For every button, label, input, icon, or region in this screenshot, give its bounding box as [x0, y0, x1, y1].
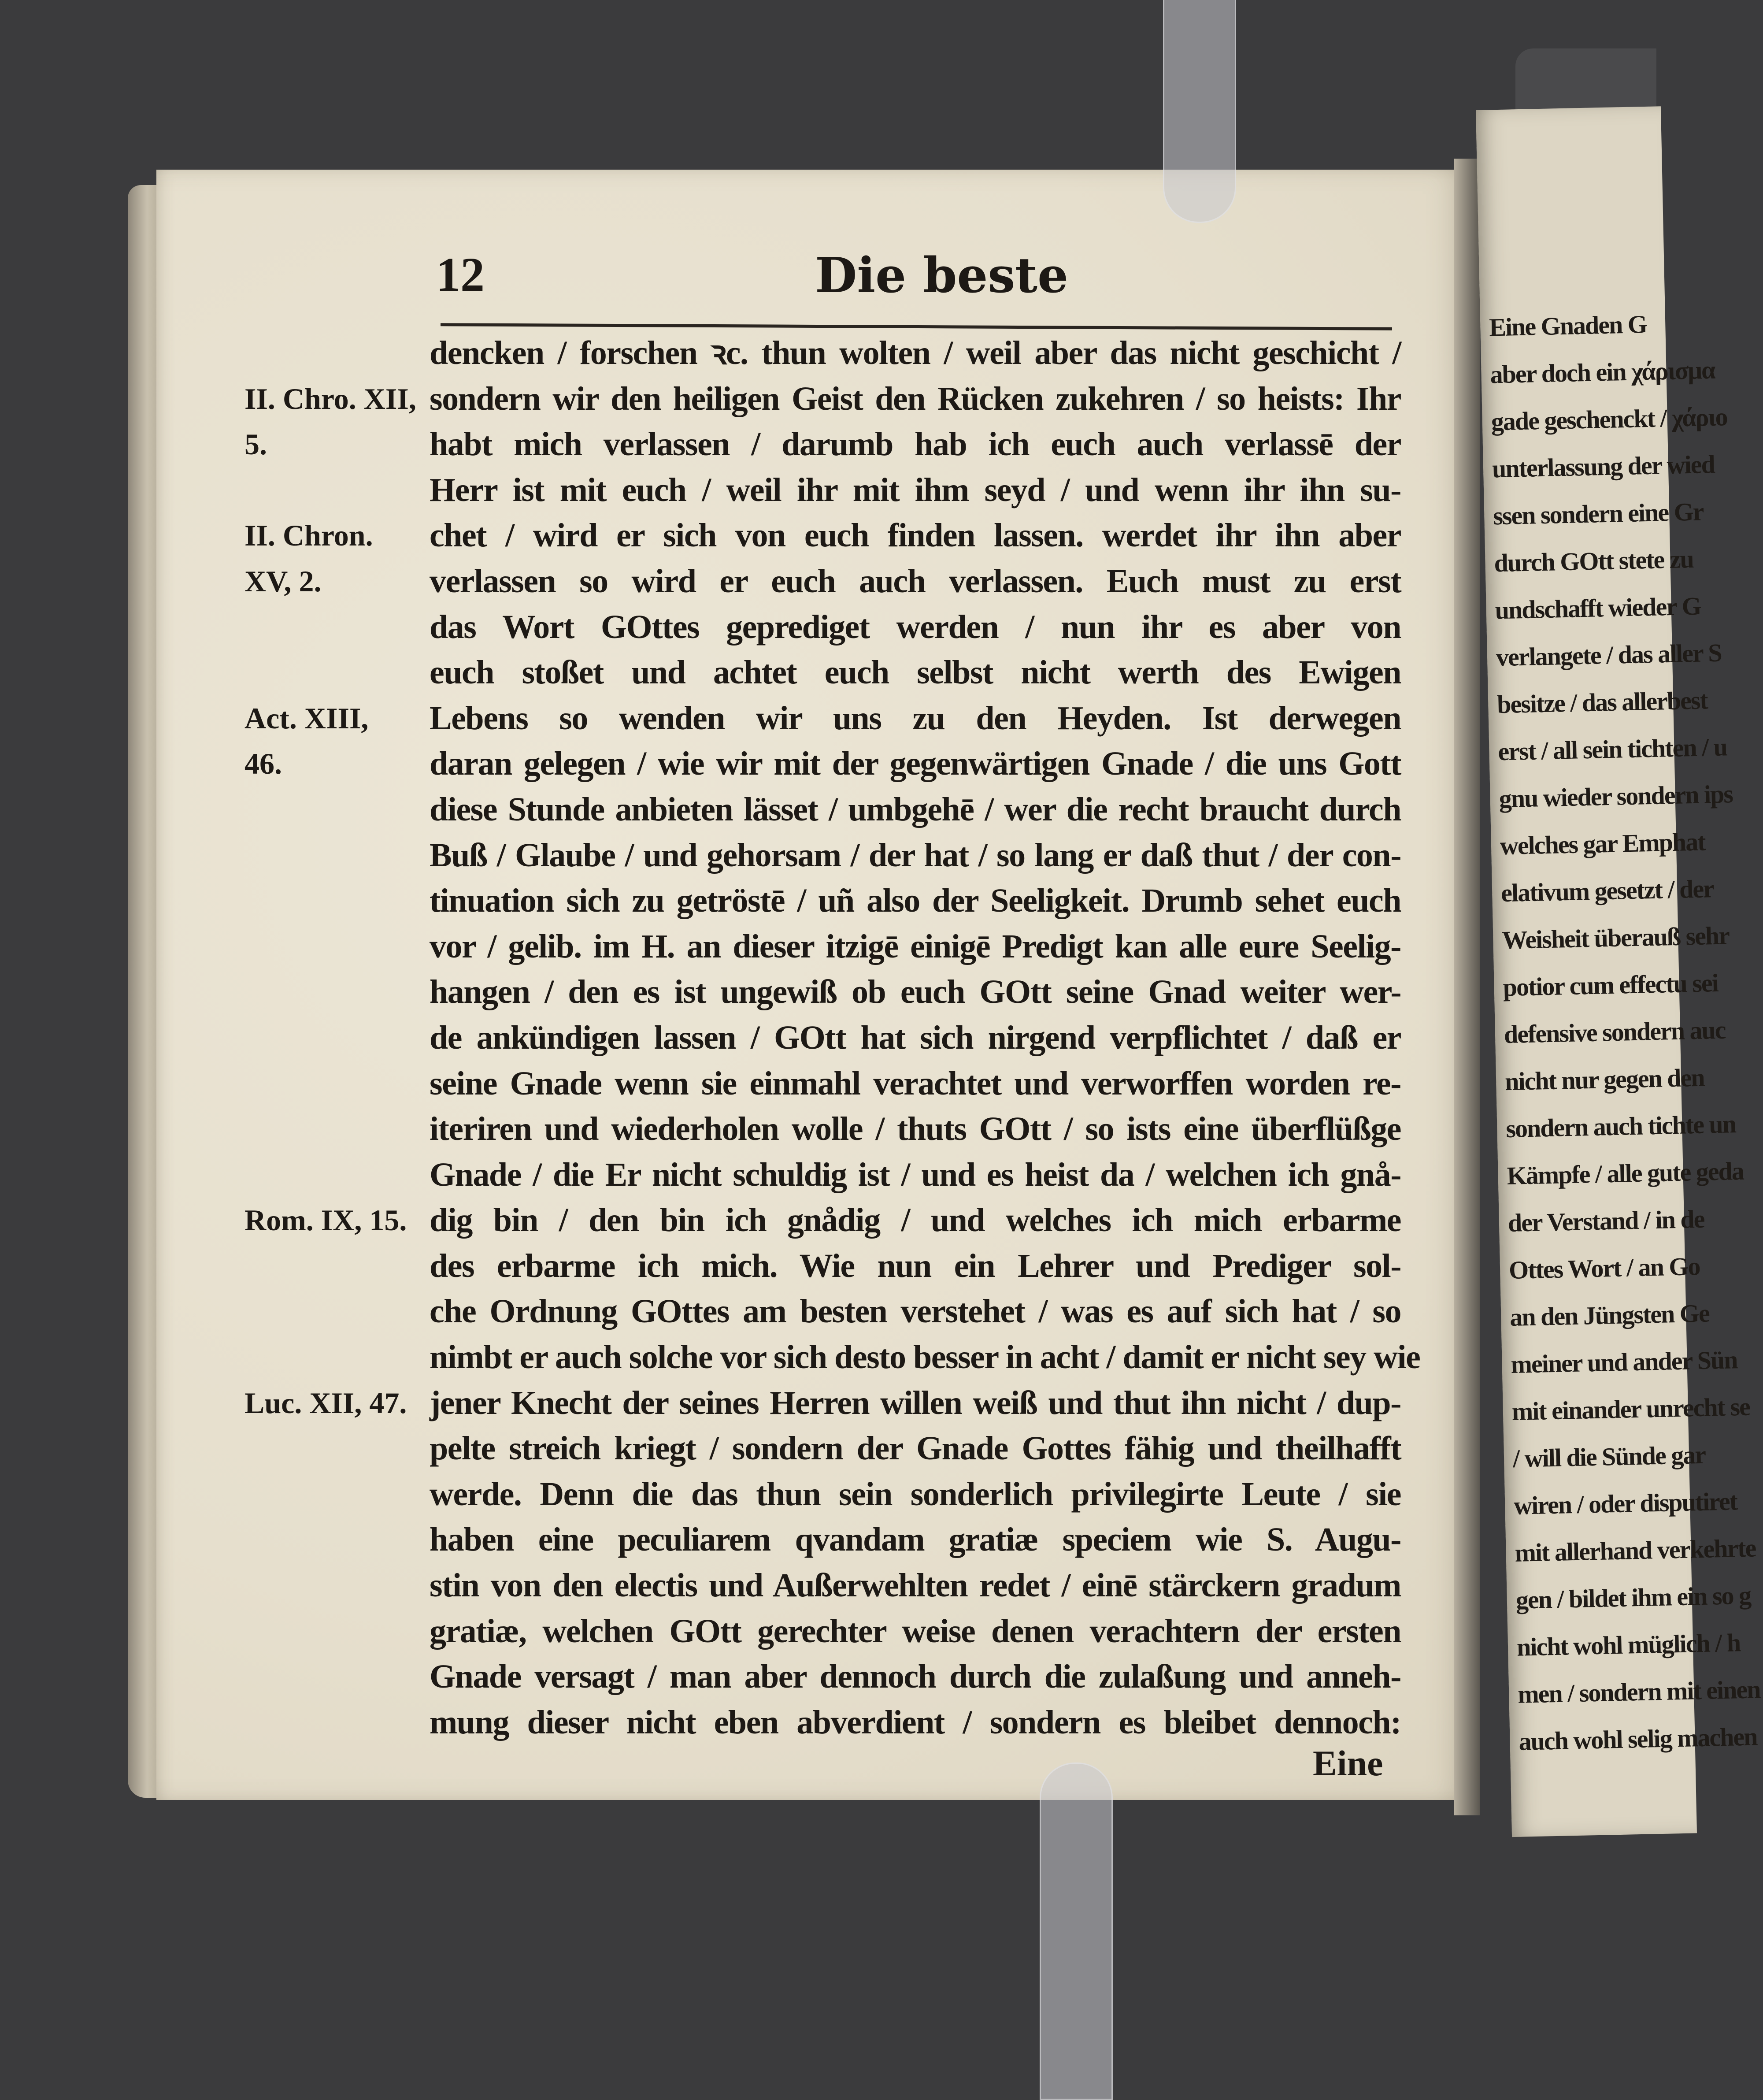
- right-page-line: Ottes Wort / an Go: [1508, 1251, 1700, 1284]
- text-line: werde. Denn die das thun sein sonderlich privilegirte Leute / sie: [430, 1475, 1401, 1513]
- text-line: Lebens so wenden wir uns zu den Heyden. Ist derwegen: [430, 699, 1401, 737]
- right-page-line: mit allerhand verkehrte: [1514, 1533, 1756, 1567]
- text-line: de ankündigen lassen / GOtt hat sich nirgend verpflichtet / daß er: [430, 1019, 1401, 1056]
- right-page-line: meiner und ander Sün: [1510, 1345, 1738, 1379]
- book-gutter: [1454, 159, 1480, 1815]
- margin-note-reference: II. Chro. XII,: [244, 382, 416, 416]
- margin-note-reference: II. Chron.: [244, 519, 373, 553]
- text-line: hangen / den es ist ungewiß ob euch GOtt seine Gnad weiter wer-: [430, 973, 1401, 1011]
- text-line: tinuation sich zu getröstē / uñ also der Seeligkeit. Drumb sehet euch: [430, 882, 1401, 920]
- right-page-line: verlangete / das aller S: [1496, 638, 1722, 672]
- right-page-line: erst / all sein tichten / u: [1497, 732, 1727, 766]
- text-line: dig bin / den bin ich gnådig / und welches ich mich erbarme: [430, 1202, 1401, 1239]
- right-page-line: unterlassung der wied: [1492, 449, 1715, 483]
- right-page: [1476, 106, 1760, 1837]
- right-page-line: gen / bildet ihm ein so g: [1515, 1581, 1751, 1614]
- page-holder-clip-bottom: [1040, 1762, 1113, 2100]
- text-line: sondern wir den heiligen Geist den Rücken zukehren / so heists: Ihr: [430, 380, 1401, 417]
- right-page-line: welches gar Emphat: [1500, 827, 1706, 861]
- text-line: seine Gnade wenn sie einmahl verachtet und verworffen worden re-: [430, 1065, 1401, 1102]
- right-page-line: aber doch ein χάρισμα: [1489, 355, 1715, 389]
- page-number: 12: [436, 248, 485, 301]
- right-page-line: / will die Sünde gar: [1512, 1440, 1706, 1473]
- right-page-line: ssen sondern eine Gr: [1493, 497, 1704, 531]
- text-line: che Ordnung GOttes am besten verstehet / was es auf sich hat / so: [430, 1293, 1401, 1330]
- margin-note-reference: Act. XIII,: [244, 701, 369, 735]
- text-line: jener Knecht der seines Herren willen weiß und thut ihn nicht / dup-: [430, 1384, 1401, 1421]
- text-line: dencken / forschen ꝛc. thun wolten / weil aber das nicht geschicht /: [430, 334, 1401, 371]
- text-line: das Wort GOttes geprediget werden / nun ihr es aber von: [430, 608, 1401, 646]
- margin-note-reference: Rom. IX, 15.: [244, 1203, 407, 1237]
- text-line: nimbt er auch solche vor sich desto besser in acht / damit er nicht sey wie: [430, 1339, 1420, 1376]
- margin-note-reference: 5.: [244, 427, 267, 461]
- right-page-line: nicht nur gegen den: [1504, 1063, 1705, 1096]
- right-page-line: men / sondern mit einen: [1517, 1675, 1760, 1709]
- text-line: diese Stunde anbieten lässet / umbgehē / wer die recht braucht durch: [430, 790, 1401, 828]
- right-page-line: Kämpfe / alle gute geda: [1506, 1156, 1744, 1191]
- right-page-line: auch wohl selig machen: [1518, 1722, 1757, 1756]
- text-line: chet / wird er sich von euch finden lassen. werdet ihr ihn aber: [430, 517, 1401, 554]
- text-line: pelte streich kriegt / sondern der Gnade Gottes fähig und theilhafft: [430, 1430, 1401, 1467]
- text-line: euch stoßet und achtet euch selbst nicht werth des Ewigen: [430, 654, 1401, 691]
- right-page-line: an den Jüngsten Ge: [1509, 1299, 1710, 1332]
- right-page-line: Eine Gnaden G: [1489, 309, 1647, 342]
- right-page-line: gade geschenckt / χάριο: [1491, 402, 1728, 436]
- right-page-line: durch GOtt stete zu: [1493, 544, 1694, 578]
- right-page-line: defensive sondern auc: [1504, 1015, 1726, 1049]
- text-line: stin von den electis und Außerwehlten redet / einē stärckern gradum: [430, 1567, 1401, 1604]
- text-line: des erbarme ich mich. Wie nun ein Lehrer und Prediger sol-: [430, 1247, 1401, 1284]
- right-page-line: der Verstand / in de: [1507, 1204, 1705, 1238]
- right-page-line: undschafft wieder G: [1495, 591, 1701, 625]
- margin-note-reference: 46.: [244, 747, 282, 781]
- text-line: Buß / Glaube / und gehorsam / der hat / so lang er daß thut / der con-: [430, 836, 1401, 874]
- right-page-line: nicht wohl müglich / h: [1516, 1628, 1741, 1662]
- right-page-line: mit einander unrecht se: [1511, 1392, 1750, 1426]
- text-line: haben eine peculiarem qvandam gratiæ speciem wie S. Augu-: [430, 1521, 1401, 1558]
- right-page-line: gnu wieder sondern ips: [1499, 779, 1733, 813]
- right-page-line: potior cum effectu sei: [1503, 968, 1719, 1002]
- right-page-text: [1489, 300, 1760, 1765]
- right-page-line: sondern auch tichte un: [1505, 1109, 1736, 1143]
- text-line: mung dieser nicht eben abverdient / sondern es bleibet dennoch:: [430, 1703, 1401, 1741]
- right-page-line: wiren / oder disputiret: [1513, 1487, 1737, 1520]
- text-line: iteriren und wiederholen wolle / thuts GOtt / so ists eine überflüßge: [430, 1110, 1401, 1148]
- margin-note-reference: XV, 2.: [244, 564, 322, 598]
- text-line: gratiæ, welchen GOtt gerechter weise denen verachtern der ersten: [430, 1612, 1401, 1650]
- body-text: [430, 330, 1420, 1745]
- catchword: Eine: [1313, 1743, 1383, 1783]
- text-line: vor / gelib. im H. an dieser itzigē einigē Predigt kan alle eure Seelig-: [430, 928, 1401, 965]
- right-page-line: Weisheit überauß sehr: [1501, 921, 1730, 955]
- text-line: Herr ist mit euch / weil ihr mit ihm seyd / und wenn ihr ihn su-: [430, 471, 1401, 508]
- text-line: Gnade versagt / man aber dennoch durch die zulaßung und anneh-: [430, 1658, 1401, 1696]
- right-page-line: elativum gesetzt / der: [1500, 874, 1714, 908]
- text-line: Gnade / die Er nicht schuldig ist / und es heist da / welchen ich gnå-: [430, 1156, 1401, 1193]
- text-line: verlassen so wird er euch auch verlassen. Euch must zu erst: [430, 562, 1401, 600]
- margin-note-reference: Luc. XII, 47.: [244, 1386, 407, 1420]
- text-line: habt mich verlassen / darumb hab ich euch auch verlassē der: [430, 426, 1401, 463]
- running-head: Die beste: [815, 247, 1069, 304]
- page-holder-clip-top: [1163, 0, 1236, 223]
- text-line: daran gelegen / wie wir mit der gegenwärtigen Gnade / die uns Gott: [430, 745, 1401, 783]
- right-page-line: besitze / das allerbest: [1496, 686, 1708, 719]
